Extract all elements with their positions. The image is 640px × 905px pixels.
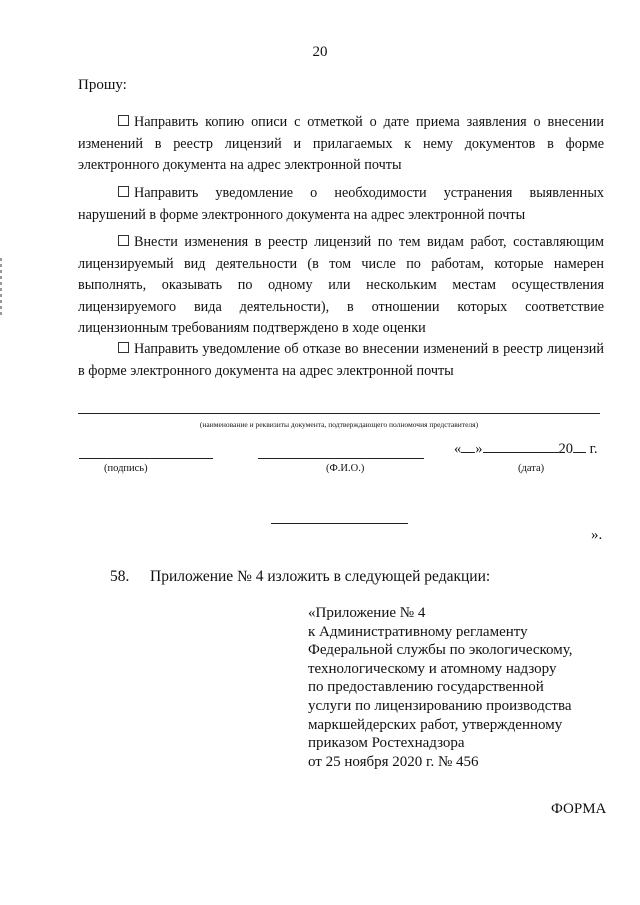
form-title: ФОРМА — [551, 801, 607, 817]
appendix-line: «Приложение № 4 — [308, 605, 426, 621]
option-text: Направить уведомление о необходимости устранения выявленных нарушений в форме электронного документа на адрес электронной почты — [78, 185, 604, 223]
month-blank[interactable] — [483, 441, 559, 453]
option-send-refusal-notice — [78, 339, 604, 382]
appendix-header — [308, 604, 573, 771]
option-text: Направить уведомление об отказе во внесении изменений в реестр лицензий в форме электронного документа на адрес электронной почты — [78, 341, 604, 379]
option-text: Направить копию описи с отметкой о дате приема заявления о внесении изменений в реестр лицензий и прилагаемых к нему документов в форме электронного документа на адрес электронной почты — [78, 114, 604, 173]
date-year-prefix: 20 — [558, 441, 573, 457]
appendix-line: технологическому и атомному надзору — [308, 660, 557, 677]
date-caption: (дата) — [518, 463, 545, 474]
representative-caption: (наименование и реквизиты документа, подтверждающего полномочия представителя) — [199, 420, 479, 429]
name-line[interactable] — [258, 458, 424, 459]
appendix-line: к Административному регламенту — [308, 623, 528, 640]
checkbox-send-refusal-notice[interactable] — [118, 342, 129, 353]
date-field[interactable] — [454, 441, 598, 458]
checkbox-send-violation-notice[interactable] — [118, 186, 129, 197]
representative-document-line[interactable] — [78, 413, 600, 414]
date-year-suffix: г. — [589, 441, 598, 457]
closing-quote: ». — [591, 527, 603, 543]
checkbox-make-registry-changes[interactable] — [118, 235, 129, 246]
year-blank[interactable] — [573, 441, 586, 453]
date-quote-open: « — [454, 441, 462, 457]
date-quote-close: » — [475, 441, 483, 457]
appendix-line: услуги по лицензированию производства — [308, 697, 572, 714]
signature-caption: (подпись) — [104, 463, 148, 474]
appendix-line: от 25 ноября 2020 г. № 456 — [308, 753, 479, 770]
option-send-inventory-copy — [78, 112, 604, 177]
page-number: 20 — [312, 44, 328, 60]
blank-line[interactable] — [271, 523, 408, 524]
option-make-registry-changes — [78, 232, 604, 340]
appendix-line: маркшейдерских работ, утвержденному — [308, 716, 563, 733]
option-text: Внести изменения в реестр лицензий по тем видам работ, составляющим лицензируемый вид деятельности (в том числе по работам, которые намерен выполнять, оказывать по одному или нескольким местам осуществления лицензируемого вида деятельности), в отношении которых соответствие лицензионным требованиям подтверждено в ходе оценки — [78, 234, 604, 336]
signature-line[interactable] — [79, 458, 213, 459]
appendix-line: Федеральной службы по экологическому, — [308, 642, 573, 659]
appendix-line: приказом Ростехнадзора — [308, 735, 465, 752]
item-text: Приложение № 4 изложить в следующей редакции: — [150, 568, 491, 585]
day-blank[interactable] — [461, 441, 475, 453]
checkbox-send-inventory-copy[interactable] — [118, 115, 129, 126]
request-label: Прошу: — [78, 77, 127, 93]
scan-edge-mark — [0, 258, 2, 318]
appendix-line: по предоставлению государственной — [308, 679, 544, 696]
option-send-violation-notice — [78, 183, 604, 226]
item-number: 58. — [110, 568, 130, 585]
name-caption: (Ф.И.О.) — [326, 463, 365, 474]
